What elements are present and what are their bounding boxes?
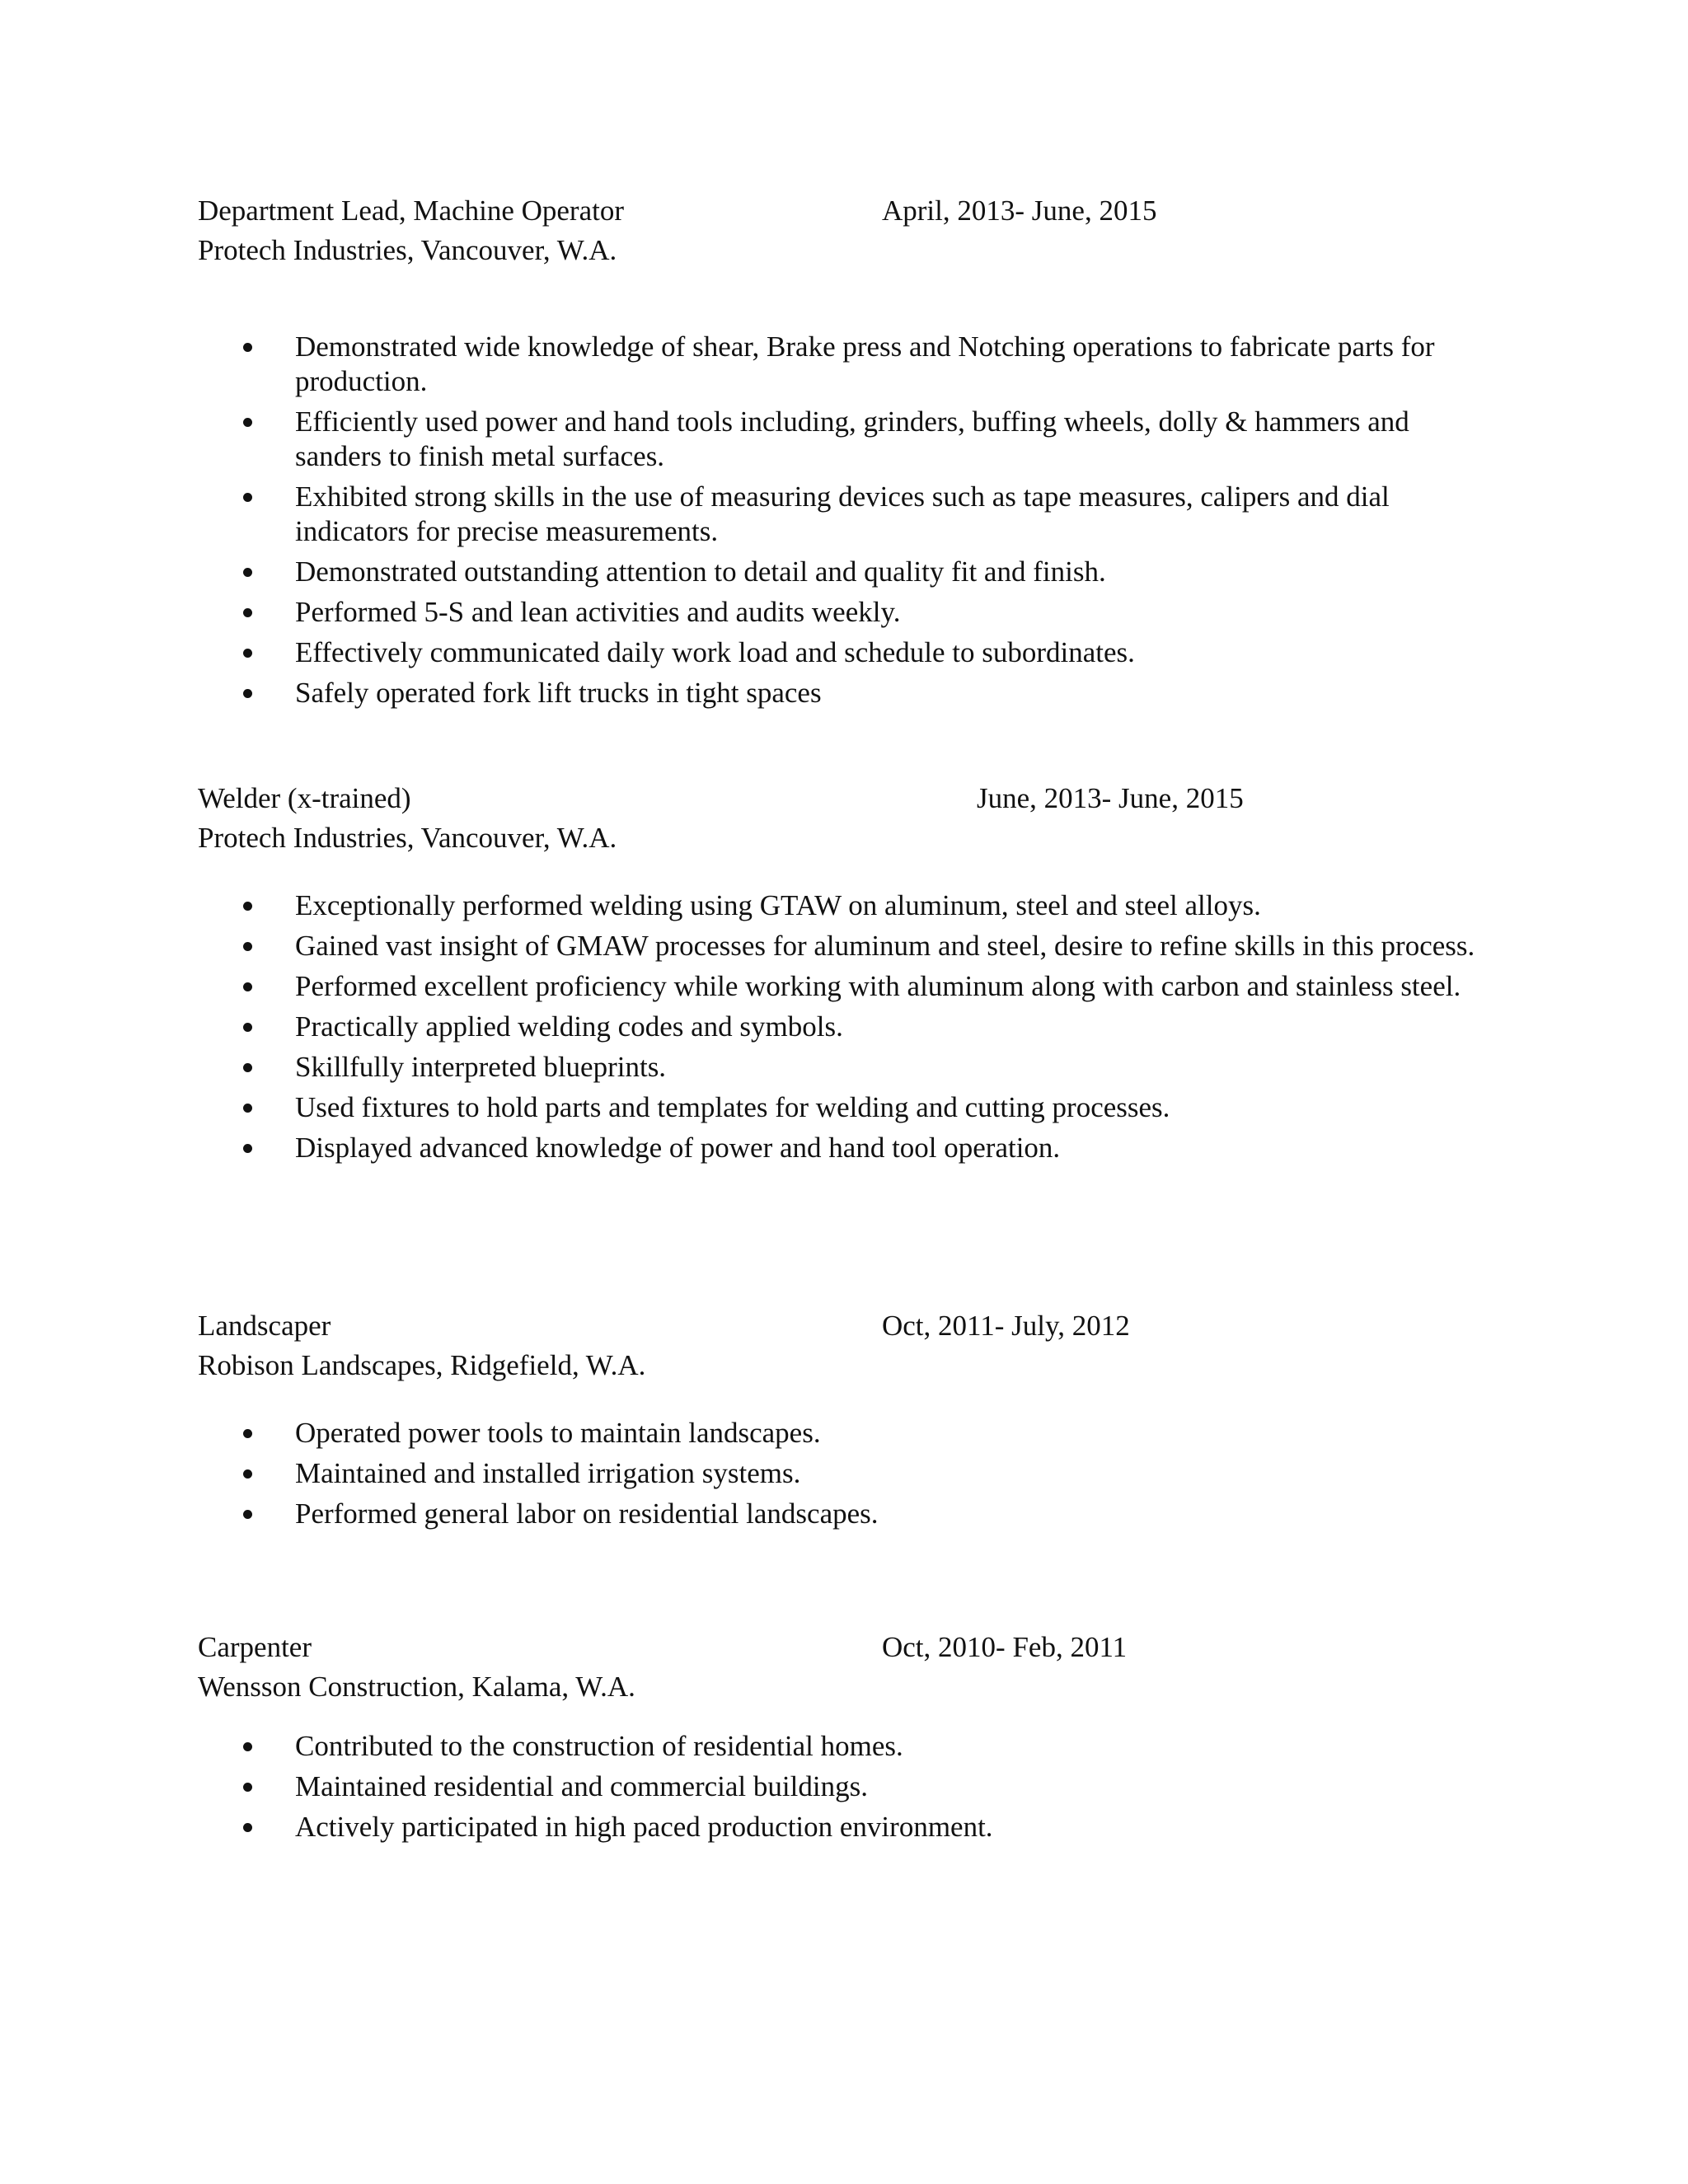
job-title: Welder (x-trained) [198, 782, 411, 814]
duty-item: Safely operated fork lift trucks in tight spaces [198, 676, 1484, 710]
duty-item: Contributed to the construction of residential homes. [198, 1729, 1484, 1764]
duty-item: Performed general labor on residential landscapes. [198, 1497, 1484, 1531]
duty-item: Skillfully interpreted blueprints. [198, 1050, 1484, 1085]
job-duties-list [198, 888, 1484, 1171]
duty-item: Demonstrated wide knowledge of shear, Brake press and Notching operations to fabricate parts for production. [198, 330, 1484, 399]
duty-item: Maintained and installed irrigation systems. [198, 1456, 1484, 1491]
duty-item: Performed 5-S and lean activities and audits weekly. [198, 595, 1484, 630]
job-duties-list [198, 1416, 1484, 1537]
job-company: Protech Industries, Vancouver, W.A. [198, 822, 617, 854]
duty-item: Exceptionally performed welding using GTAW on aluminum, steel and steel alloys. [198, 888, 1484, 923]
job-company: Protech Industries, Vancouver, W.A. [198, 234, 617, 266]
job-entry-department-lead [198, 191, 1484, 709]
duty-item: Performed excellent proficiency while working with aluminum along with carbon and stainless steel. [198, 969, 1484, 1004]
job-entry-carpenter [198, 1628, 1484, 1843]
job-entry-welder [198, 779, 1484, 1164]
job-dates: Oct, 2010- Feb, 2011 [882, 1631, 1128, 1663]
duty-item: Exhibited strong skills in the use of measuring devices such as tape measures, calipers and dial indicators for precise measurements. [198, 480, 1484, 549]
job-entry-landscaper [198, 1306, 1484, 1530]
job-header [198, 191, 1484, 231]
duty-item: Effectively communicated daily work load and schedule to subordinates. [198, 635, 1484, 670]
duty-item: Gained vast insight of GMAW processes for aluminum and steel, desire to refine skills in this process. [198, 929, 1484, 963]
job-title: Department Lead, Machine Operator [198, 194, 624, 227]
job-company: Robison Landscapes, Ridgefield, W.A. [198, 1349, 646, 1381]
duty-item: Maintained residential and commercial buildings. [198, 1769, 1484, 1804]
job-dates: Oct, 2011- July, 2012 [882, 1310, 1130, 1342]
duty-item: Displayed advanced knowledge of power and hand tool operation. [198, 1131, 1484, 1165]
duty-item: Demonstrated outstanding attention to detail and quality fit and finish. [198, 555, 1484, 589]
duty-item: Used fixtures to hold parts and templates for welding and cutting processes. [198, 1090, 1484, 1125]
job-company: Wensson Construction, Kalama, W.A. [198, 1671, 635, 1703]
job-duties-list [198, 1729, 1484, 1850]
duty-item: Practically applied welding codes and symbols. [198, 1010, 1484, 1044]
duty-item: Efficiently used power and hand tools including, grinders, buffing wheels, dolly & hammers and sanders to finish metal surfaces. [198, 405, 1484, 474]
job-header [198, 1306, 1484, 1346]
job-title: Carpenter [198, 1631, 312, 1663]
job-dates: April, 2013- June, 2015 [882, 194, 1157, 227]
job-header [198, 1628, 1484, 1667]
job-header [198, 779, 1484, 818]
job-title: Landscaper [198, 1310, 331, 1342]
job-duties-list [198, 330, 1484, 716]
duty-item: Actively participated in high paced production environment. [198, 1810, 1484, 1844]
job-dates: June, 2013- June, 2015 [977, 782, 1244, 814]
duty-item: Operated power tools to maintain landscapes. [198, 1416, 1484, 1451]
